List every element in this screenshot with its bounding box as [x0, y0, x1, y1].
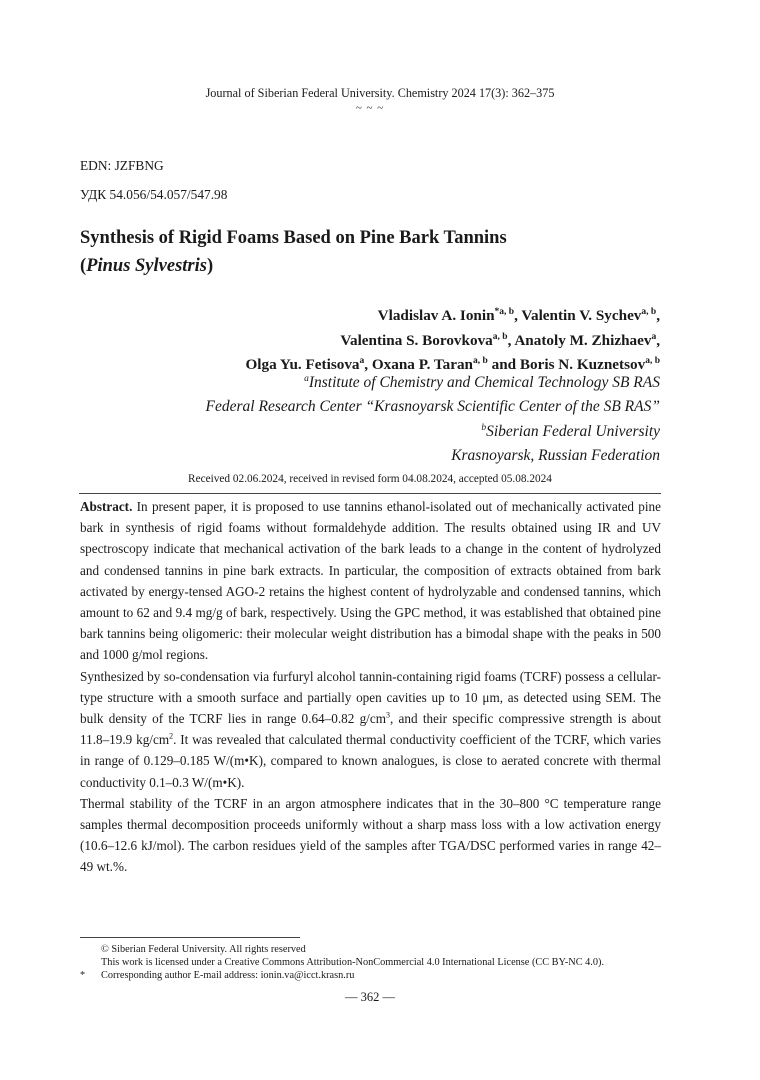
author-line-2: Valentina S. Borovkova$^{a, b}$, Anatoly M. Zhizhaev$^a$,	[340, 331, 660, 349]
received-dates: Received 02.06.2024, received in revised form 04.08.2024, accepted 05.08.2024	[188, 473, 552, 485]
paper-title	[80, 224, 680, 280]
abstract-paragraph-3: Thermal stability of the TCRF in an argon atmosphere indicates that in the 30–800 °C temperature range samples thermal decomposition proceeds uniformly without a sharp mass loss with a low activation energy (10.6–12.6 kJ/mol). The carbon residues yield of the samples after TGA/DSC performed varies in range 42–49 wt.%.	[80, 795, 661, 875]
author-name: Boris N. Kuznetsov	[519, 356, 646, 374]
author-name: Olga Yu. Fetisova	[245, 356, 360, 374]
author-list	[40, 302, 660, 376]
author-name: Oxana P. Taran	[371, 356, 474, 374]
author-line-3: Olga Yu. Fetisova$^a$, Oxana P. Taran$^{a, b}$ and Boris N. Kuznetsov$^{a, b}$	[245, 356, 660, 374]
affiliation-line: Krasnoyarsk, Russian Federation	[451, 447, 660, 465]
udk-code: УДК 54.056/54.057/547.98	[80, 187, 228, 202]
affiliation-line: $^b$Siberian Federal University	[481, 422, 660, 441]
footnote-divider	[80, 937, 300, 938]
abstract-label: Abstract.	[80, 499, 133, 514]
affiliation-line: Federal Research Center “Krasnoyarsk Scientific Center of the SB RAS”	[205, 398, 660, 416]
divider	[79, 493, 661, 494]
author-line-1: Vladislav A. Ionin$^{*a, b}$, Valentin V. Sychev$^{a, b}$,	[377, 307, 660, 325]
footnote-star: *	[80, 970, 86, 981]
author-name: Valentina S. Borovkova	[340, 331, 493, 349]
header-ornament: ~ ~ ~	[355, 102, 385, 114]
corresponding-email[interactable]: Corresponding author E-mail address: ionin.va@icct.krasn.ru	[101, 970, 355, 981]
page-number: — 362 —	[345, 990, 395, 1004]
affiliation-line: $^a$Institute of Chemistry and Chemical Technology SB RAS	[304, 374, 660, 392]
license-note: This work is licensed under a Creative Commons Attribution-NonCommercial 4.0 International License (CC BY-NC 4.0).	[101, 957, 605, 968]
author-name: Anatoly M. Zhizhaev	[514, 331, 652, 349]
species-name: Pinus Sylvestris	[86, 256, 207, 276]
author-name: Valentin V. Sychev	[521, 307, 642, 325]
author-name: Vladislav A. Ionin	[377, 307, 495, 325]
abstract-paragraph-2: Synthesized by so-condensation via furfuryl alcohol tannin-containing rigid foams (TCRF) possess a cellular-type structure with a smooth surface and partially open cavities up to 10 μm, as detected using SEM. The bulk density of the TCRF lies in range 0.64–0.82 $g/cm^3$, and their specific compressive strength is about 11.8–19.9 $kg/cm^2$. It was revealed that calculated thermal conductivity coefficient of the TCRF, which varies in range of 0.129–0.185 W/(m•K), compared to known analogues, is close to aerated concrete with thermal conductivity 0.1–0.3 W/(m•K).	[80, 668, 661, 790]
copyright-note: © Siberian Federal University. All rights reserved	[101, 944, 306, 955]
affiliations	[40, 369, 660, 467]
title-line-2: (Pinus Sylvestris)	[80, 256, 214, 276]
edn-code: EDN: JZFBNG	[80, 158, 164, 173]
journal-header: Journal of Siberian Federal University. Chemistry 2024 17(3): 362–375	[205, 86, 555, 100]
abstract-paragraph-1: Abstract. In present paper, it is proposed to use tannins ethanol-isolated out of mechanically activated pine bark in synthesis of rigid foams without formaldehyde addition. The results obtained using IR and UV spectroscopy indicate that mechanical activation of the bark leads to a change in the content of hydrolyzed and condensed tannins in pine bark extracts. In particular, the composition of extracts obtained from bark activated by energy-tensed AGO-2 retains the highest content of hydrolyzable and condensed tannins, which amount to 62 and 9.4 mg/g of bark, respectively. Using the GPC method, it was established that obtained pine bark tannins being oligomeric: their molecular weight distribution has a bimodal shape with the peaks in 500 and 1000 g/mol regions.	[80, 499, 661, 663]
abstract	[80, 496, 661, 878]
corresponding-author-note	[80, 970, 354, 982]
title-line-1: Synthesis of Rigid Foams Based on Pine Bark Tannins	[80, 228, 507, 248]
